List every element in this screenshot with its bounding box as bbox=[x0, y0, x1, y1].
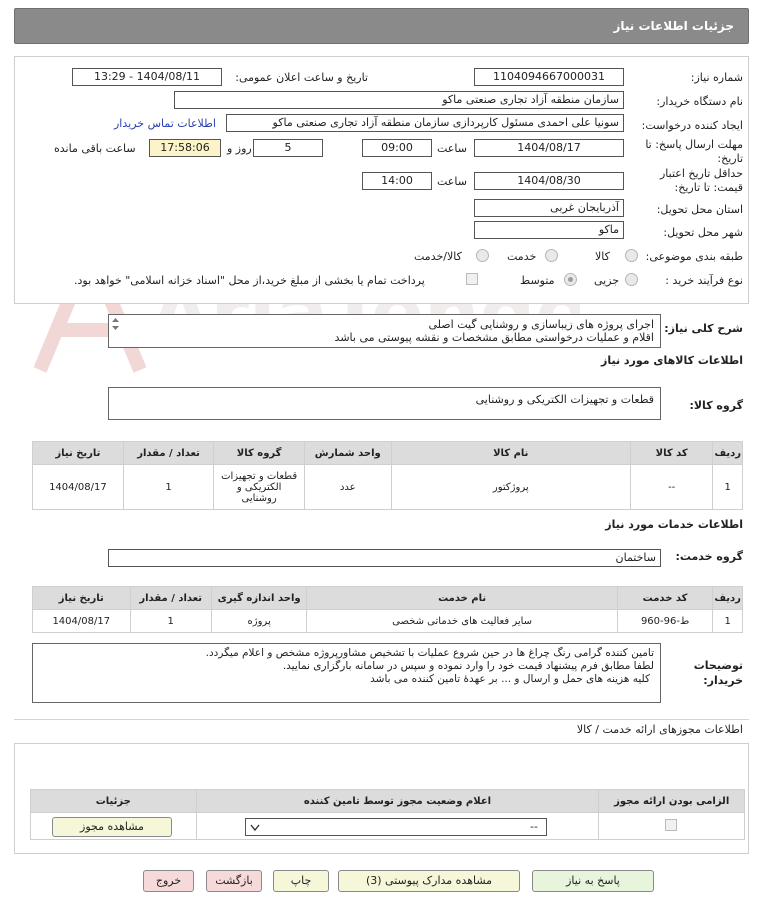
category-both-radio[interactable] bbox=[476, 249, 489, 262]
goods-cell-code: -- bbox=[631, 465, 712, 509]
process-label: نوع فرآیند خرید : bbox=[665, 274, 743, 287]
services-col-code: کد خدمت bbox=[618, 587, 712, 609]
reply-button[interactable]: پاسخ به نیاز bbox=[532, 870, 654, 892]
goods-col-name: نام کالا bbox=[392, 442, 630, 464]
summary-line-2: اقلام و عملیات درخواستی مطابق مشخصات و نقشه پیوستی می باشد bbox=[334, 331, 654, 344]
print-button[interactable]: چاپ bbox=[273, 870, 329, 892]
deadline-label: مهلت ارسال پاسخ: تا bbox=[645, 138, 743, 151]
buyer-org-label: نام دستگاه خریدار: bbox=[656, 95, 743, 108]
goods-cell-qty: 1 bbox=[124, 465, 214, 509]
view-permit-button[interactable]: مشاهده مجوز bbox=[52, 817, 172, 837]
buyer-notes-label-2: خریدار: bbox=[703, 674, 743, 687]
category-option-service: خدمت bbox=[507, 250, 537, 263]
validity-time-label: ساعت bbox=[437, 175, 467, 188]
permits-col-required: الزامی بودن ارائه مجوز bbox=[599, 790, 744, 812]
remaining-time-label: ساعت باقی مانده bbox=[54, 142, 136, 155]
services-group-field: ساختمان bbox=[108, 549, 661, 567]
chevron-down-icon bbox=[250, 824, 260, 832]
goods-cell-unit: عدد bbox=[305, 465, 391, 509]
table-row bbox=[33, 465, 742, 509]
table-row bbox=[33, 610, 742, 632]
process-minor-radio[interactable] bbox=[625, 273, 638, 286]
services-cell-date: 1404/08/17 bbox=[33, 610, 130, 632]
province-label: استان محل تحویل: bbox=[656, 203, 743, 216]
services-col-date: تاریخ نیاز bbox=[33, 587, 130, 609]
category-option-both: کالا/خدمت bbox=[414, 250, 462, 263]
services-cell-unit: پروژه bbox=[212, 610, 306, 632]
services-section-title: اطلاعات خدمات مورد نیاز bbox=[605, 518, 743, 531]
deadline-date-field: 1404/08/17 bbox=[474, 139, 624, 157]
announce-datetime-field: 1404/08/11 - 13:29 bbox=[72, 68, 222, 86]
goods-table bbox=[32, 441, 743, 510]
services-group-label: گروه خدمت: bbox=[675, 550, 743, 563]
view-attachments-button[interactable]: مشاهده مدارک پیوستی (3) bbox=[338, 870, 520, 892]
buyer-notes-line-3: کلیه هزینه های حمل و ارسال و ... بر عهدهٔ تامین کننده می باشد bbox=[370, 673, 650, 685]
textarea-spin-icon[interactable] bbox=[110, 316, 121, 332]
process-medium-radio[interactable] bbox=[564, 273, 577, 286]
validity-label-2: قیمت: تا تاریخ: bbox=[674, 181, 743, 194]
category-service-radio[interactable] bbox=[545, 249, 558, 262]
province-field: آذربایجان غربی bbox=[474, 199, 624, 217]
treasury-payment-checkbox[interactable] bbox=[466, 273, 478, 285]
services-cell-code: ط-96-960 bbox=[618, 610, 712, 632]
remaining-time-field: 17:58:06 bbox=[149, 139, 221, 157]
treasury-payment-note: پرداخت تمام یا بخشی از مبلغ خرید،از محل "اسناد خزانه اسلامی" خواهد بود. bbox=[74, 274, 425, 287]
buyer-notes-line-1: تامین کننده گرامی رنگ چراغ ها در حین شروع عملیات با تشخیص مشاورپروژه مشخص و اعلام میگردد. bbox=[205, 647, 654, 659]
requester-field: سونیا علی احمدی مسئول کارپردازی سازمان منطقه آزاد تجاری صنعتی ماکو bbox=[226, 114, 624, 132]
goods-col-qty: تعداد / مقدار bbox=[124, 442, 214, 464]
services-col-unit: واحد اندازه گیری bbox=[212, 587, 306, 609]
validity-time-field: 14:00 bbox=[362, 172, 432, 190]
permits-col-status: اعلام وضعیت مجوز توسط تامین کننده bbox=[197, 790, 599, 812]
goods-col-row: ردیف bbox=[713, 442, 742, 464]
goods-cell-date: 1404/08/17 bbox=[33, 465, 123, 509]
services-table bbox=[32, 586, 743, 633]
back-button[interactable]: بازگشت bbox=[206, 870, 262, 892]
permits-col-details: جزئیات bbox=[31, 790, 196, 812]
goods-col-date: تاریخ نیاز bbox=[33, 442, 123, 464]
category-goods-radio[interactable] bbox=[625, 249, 638, 262]
validity-label: حداقل تاریخ اعتبار bbox=[659, 167, 743, 180]
category-label: طبقه بندی موضوعی: bbox=[645, 250, 743, 263]
buyer-notes-line-2: لطفا مطابق فرم پیشنهاد قیمت خود را وارد نموده و سپس در سامانه بارگزاری نمایید. bbox=[282, 660, 654, 672]
days-remaining-field: 5 bbox=[253, 139, 323, 157]
goods-section-title: اطلاعات کالاهای مورد نیاز bbox=[601, 354, 743, 367]
services-col-row: ردیف bbox=[713, 587, 742, 609]
goods-col-unit: واحد شمارش bbox=[305, 442, 391, 464]
services-col-name: نام خدمت bbox=[307, 587, 617, 609]
exit-button[interactable]: خروج bbox=[143, 870, 194, 892]
buyer-contact-link[interactable]: اطلاعات تماس خریدار bbox=[114, 117, 216, 130]
process-option-minor: جزیی bbox=[594, 274, 620, 287]
summary-line-1: اجرای پروژه های زیباسازی و روشنایی گیت اصلی bbox=[428, 318, 654, 331]
goods-group-label: گروه کالا: bbox=[689, 399, 743, 412]
goods-cell-row: 1 bbox=[713, 465, 742, 509]
services-col-qty: تعداد / مقدار bbox=[131, 587, 211, 609]
goods-cell-name: پروژکتور bbox=[392, 465, 630, 509]
days-label: روز و bbox=[227, 142, 252, 155]
deadline-time-label: ساعت bbox=[437, 142, 467, 155]
permits-title: اطلاعات مجوزهای ارائه خدمت / کالا bbox=[576, 723, 743, 736]
process-option-medium: متوسط bbox=[520, 274, 555, 287]
category-option-goods: کالا bbox=[595, 250, 610, 263]
page-header bbox=[14, 8, 749, 44]
deadline-time-field: 09:00 bbox=[362, 139, 432, 157]
buyer-notes-textarea[interactable] bbox=[32, 643, 661, 703]
buyer-notes-label: توضیحات bbox=[693, 659, 743, 672]
goods-col-code: کد کالا bbox=[631, 442, 712, 464]
need-number-label: شماره نیاز: bbox=[690, 71, 743, 84]
need-number-field: 1104094667000031 bbox=[474, 68, 624, 86]
services-cell-qty: 1 bbox=[131, 610, 211, 632]
validity-date-field: 1404/08/30 bbox=[474, 172, 624, 190]
page-title: جزئیات اطلاعات نیاز bbox=[613, 19, 734, 33]
divider bbox=[14, 719, 749, 720]
goods-col-group: گروه کالا bbox=[214, 442, 304, 464]
services-cell-row: 1 bbox=[713, 610, 742, 632]
permit-status-select[interactable] bbox=[245, 818, 547, 836]
requester-label: ایجاد کننده درخواست: bbox=[641, 119, 743, 132]
announce-label: تاریخ و ساعت اعلان عمومی: bbox=[235, 71, 368, 84]
permit-required-checkbox[interactable] bbox=[665, 819, 677, 831]
city-field: ماکو bbox=[474, 221, 624, 239]
summary-textarea[interactable] bbox=[108, 314, 661, 348]
deadline-label-2: تاریخ: bbox=[717, 152, 743, 165]
permit-status-value: -- bbox=[530, 820, 538, 833]
summary-label: شرح کلی نیاز: bbox=[664, 322, 743, 335]
buyer-org-field: سازمان منطقه آزاد تجاری صنعتی ماکو bbox=[174, 91, 624, 109]
city-label: شهر محل تحویل: bbox=[663, 226, 743, 239]
goods-group-field: قطعات و تجهیزات الکتریکی و روشنایی bbox=[108, 387, 661, 420]
goods-cell-group: قطعات و تجهیزات الکتریکی و روشنایی bbox=[214, 465, 304, 509]
services-cell-name: سایر فعالیت های خدماتی شخصی bbox=[307, 610, 617, 632]
